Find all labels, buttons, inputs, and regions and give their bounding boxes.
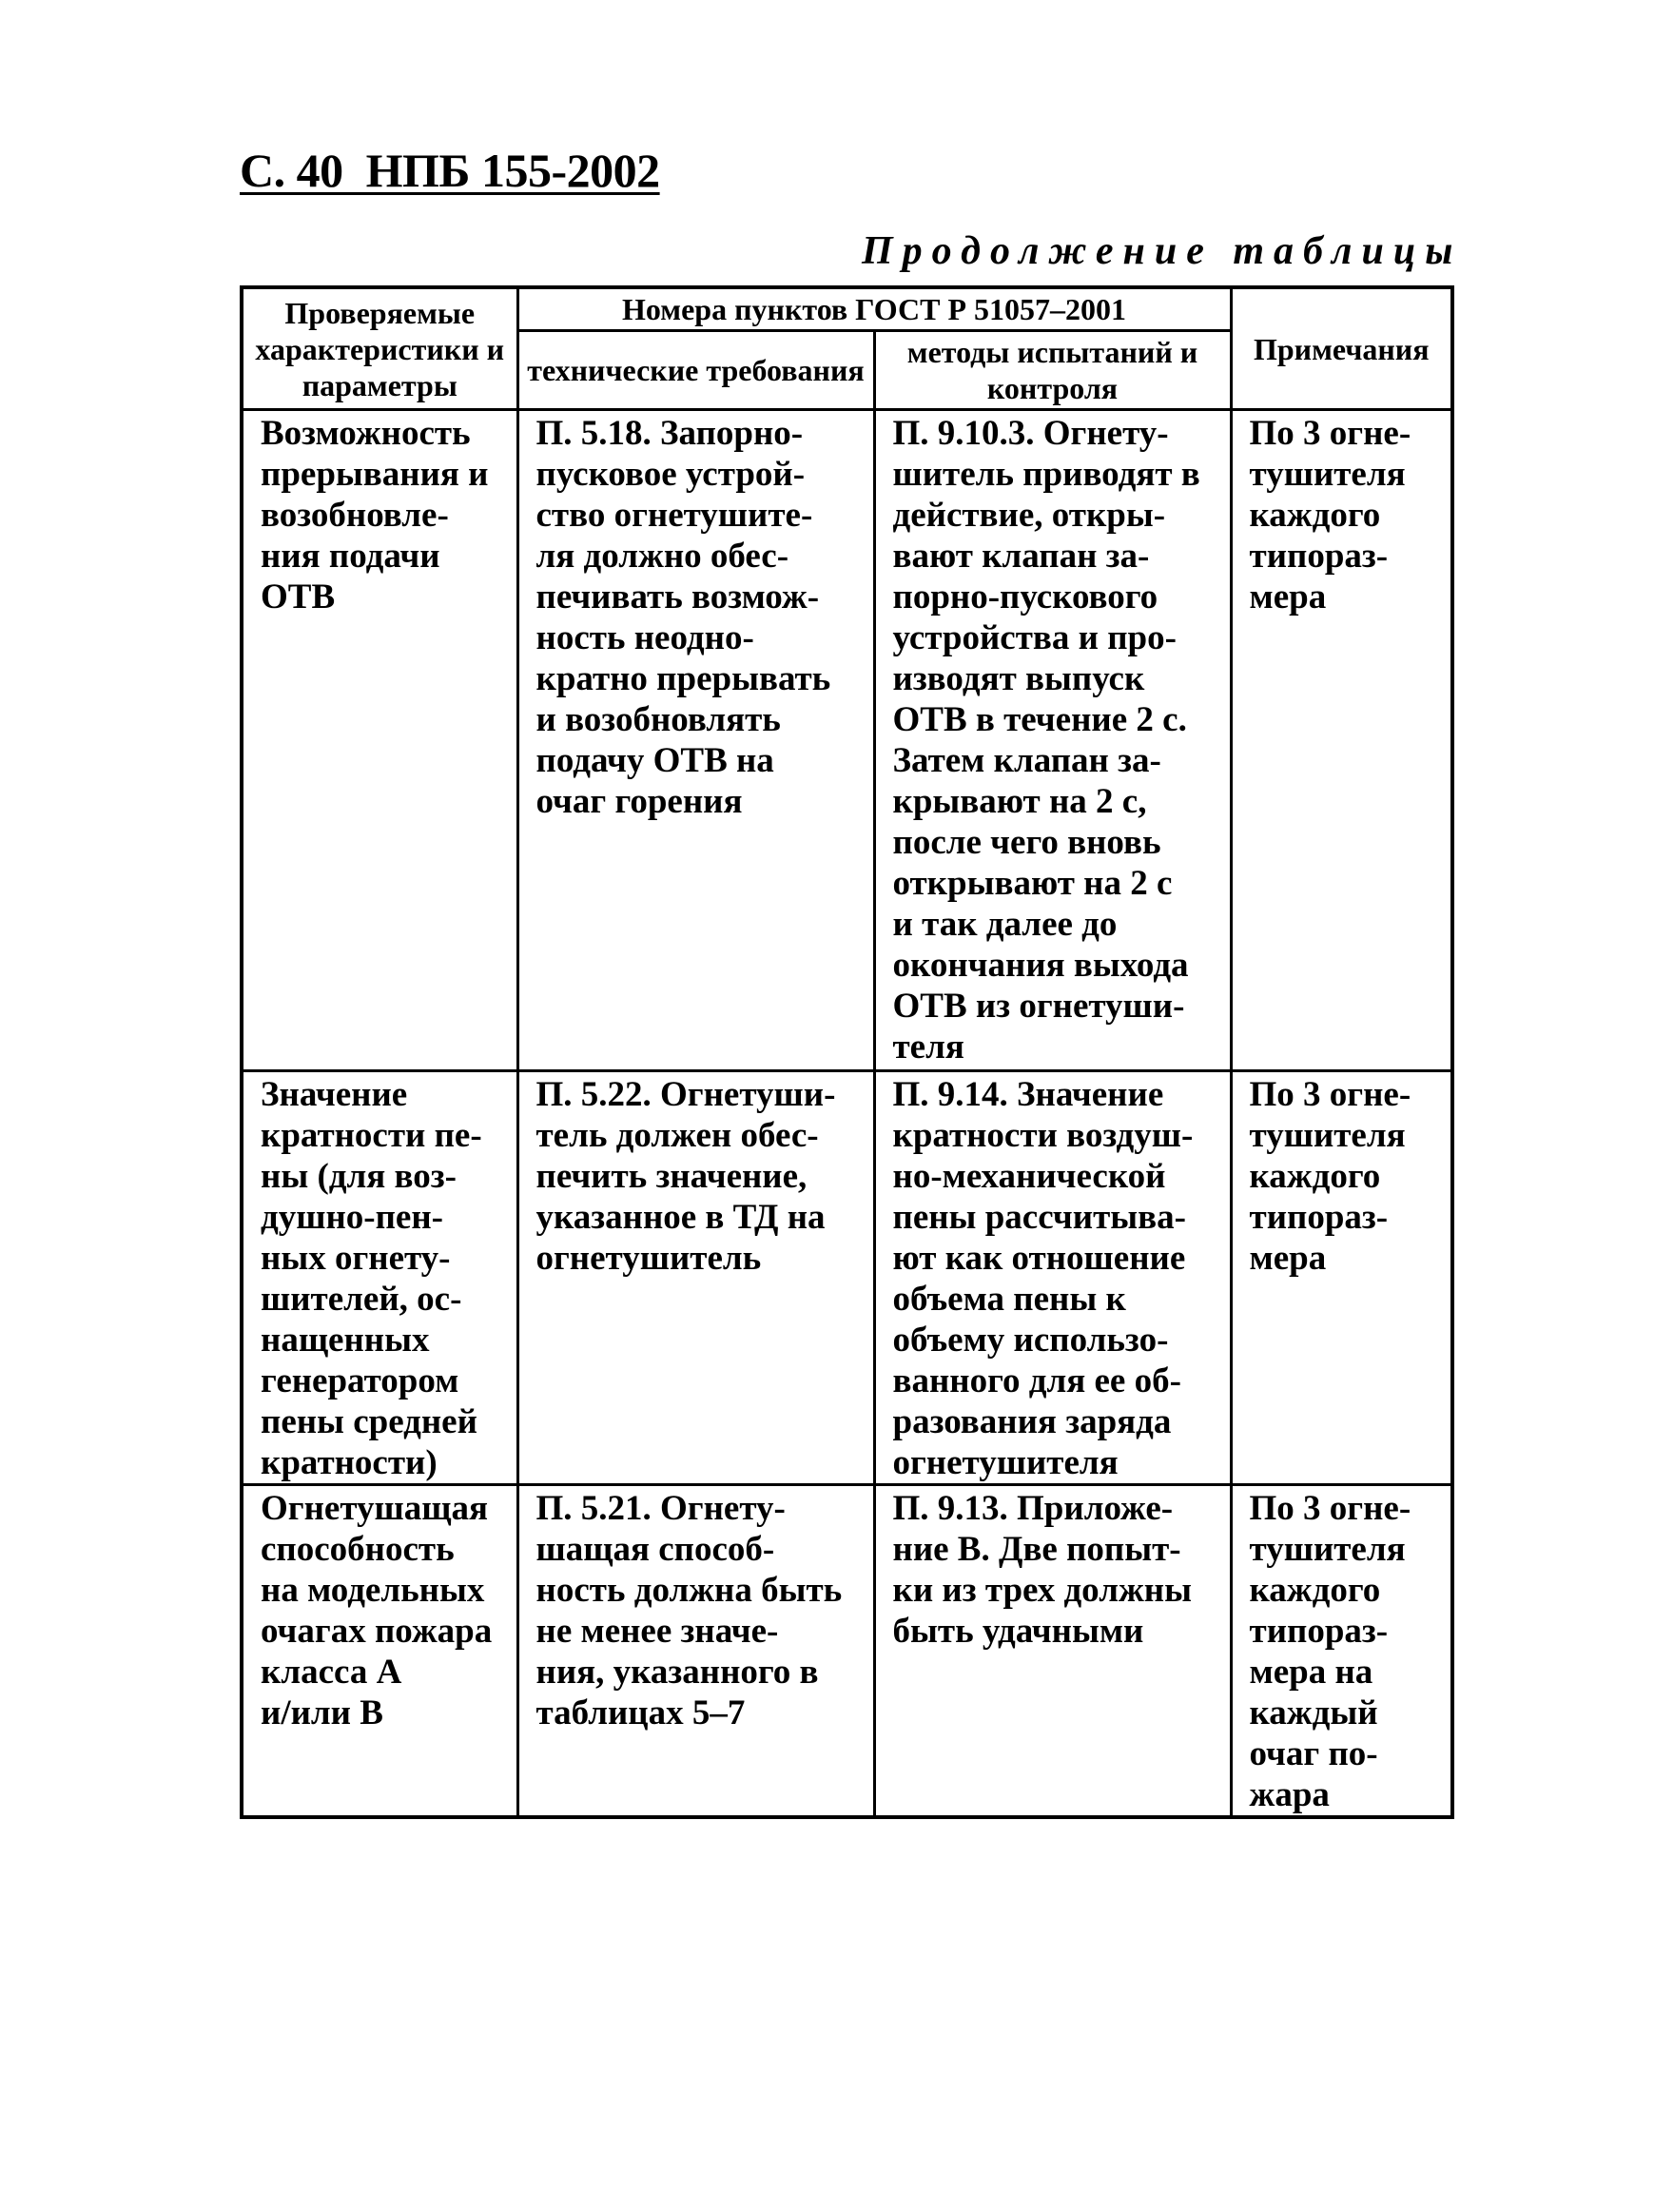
cell-method [874, 1071, 1231, 1485]
cell-text: П. 9.14. Значение кратности воздуш- но-механической пены рассчитыва- ют как отношение объема пены к объему использо- ванного для ее об- разования заряда огнетушителя [892, 1075, 1194, 1482]
header-characteristics: Проверяемые характеристики и параметры [242, 287, 517, 410]
cell-method [874, 1485, 1231, 1818]
table-continuation-label: Продолжение таблицы [862, 229, 1463, 273]
table-row [242, 1485, 1452, 1818]
table-row [242, 1071, 1452, 1485]
cell-characteristic [242, 1485, 517, 1818]
header-gost-group: Номера пунктов ГОСТ Р 51057–2001 [517, 287, 1231, 331]
cell-method [874, 410, 1231, 1071]
table-row [242, 410, 1452, 1071]
cell-text: Огнетушащая способность на модельных очагах пожара класса А и/или В [261, 1489, 493, 1732]
cell-note [1231, 1071, 1452, 1485]
cell-text: П. 5.22. Огнетуши- тель должен обес- печить значение, указанное в ТД на огнетушитель [535, 1075, 836, 1278]
cell-text: П. 5.21. Огнету- шащая способ- ность должна быть не менее значе- ния, указанного в таблицах 5–7 [535, 1489, 843, 1732]
cell-text: П. 9.10.3. Огнету- шитель приводят в действие, откры- вают клапан за- порно-пускового устройства и про- изводят выпуск ОТВ в течение 2 с. Затем клапан за- крывают на 2 с, после чего вновь открывают на 2 с и так далее до окончания выхода ОТВ из огнетуши- теля [892, 414, 1200, 1067]
page-header: С. 40 НПБ 155-2002 [240, 144, 660, 197]
cell-note [1231, 1485, 1452, 1818]
cell-text: П. 5.18. Запорно- пусковое устрой- ство огнетушите- ля должно обес- печивать возмож- ность неодно- кратно прерывать и возобновлять подачу ОТВ на очаг горения [535, 414, 831, 821]
cell-text: Возможность прерывания и возобновле- ния подачи ОТВ [261, 414, 489, 617]
cell-requirement [517, 410, 874, 1071]
cell-requirement [517, 1485, 874, 1818]
header-notes: Примечания [1231, 287, 1452, 410]
cell-text: П. 9.13. Приложе- ние В. Две попыт- ки из трех должны быть удачными [892, 1489, 1192, 1651]
cell-text: По 3 огне- тушителя каждого типораз- мера [1249, 414, 1411, 617]
table-header [242, 287, 1452, 410]
cell-text: По 3 огне- тушителя каждого типораз- мера [1249, 1075, 1411, 1278]
cell-note [1231, 410, 1452, 1071]
cell-text: По 3 огне- тушителя каждого типораз- мера на каждый очаг по- жара [1249, 1489, 1411, 1814]
header-technical-requirements: технические требования [517, 331, 874, 410]
cell-text: Значение кратности пе- ны (для воз- душно-пен- ных огнету- шителей, ос- нащенных генератором пены средней кратности) [261, 1075, 482, 1482]
cell-characteristic [242, 410, 517, 1071]
cell-characteristic [242, 1071, 517, 1485]
header-test-methods: методы испытаний и контроля [874, 331, 1231, 410]
requirements-table [240, 285, 1454, 1819]
cell-requirement [517, 1071, 874, 1485]
